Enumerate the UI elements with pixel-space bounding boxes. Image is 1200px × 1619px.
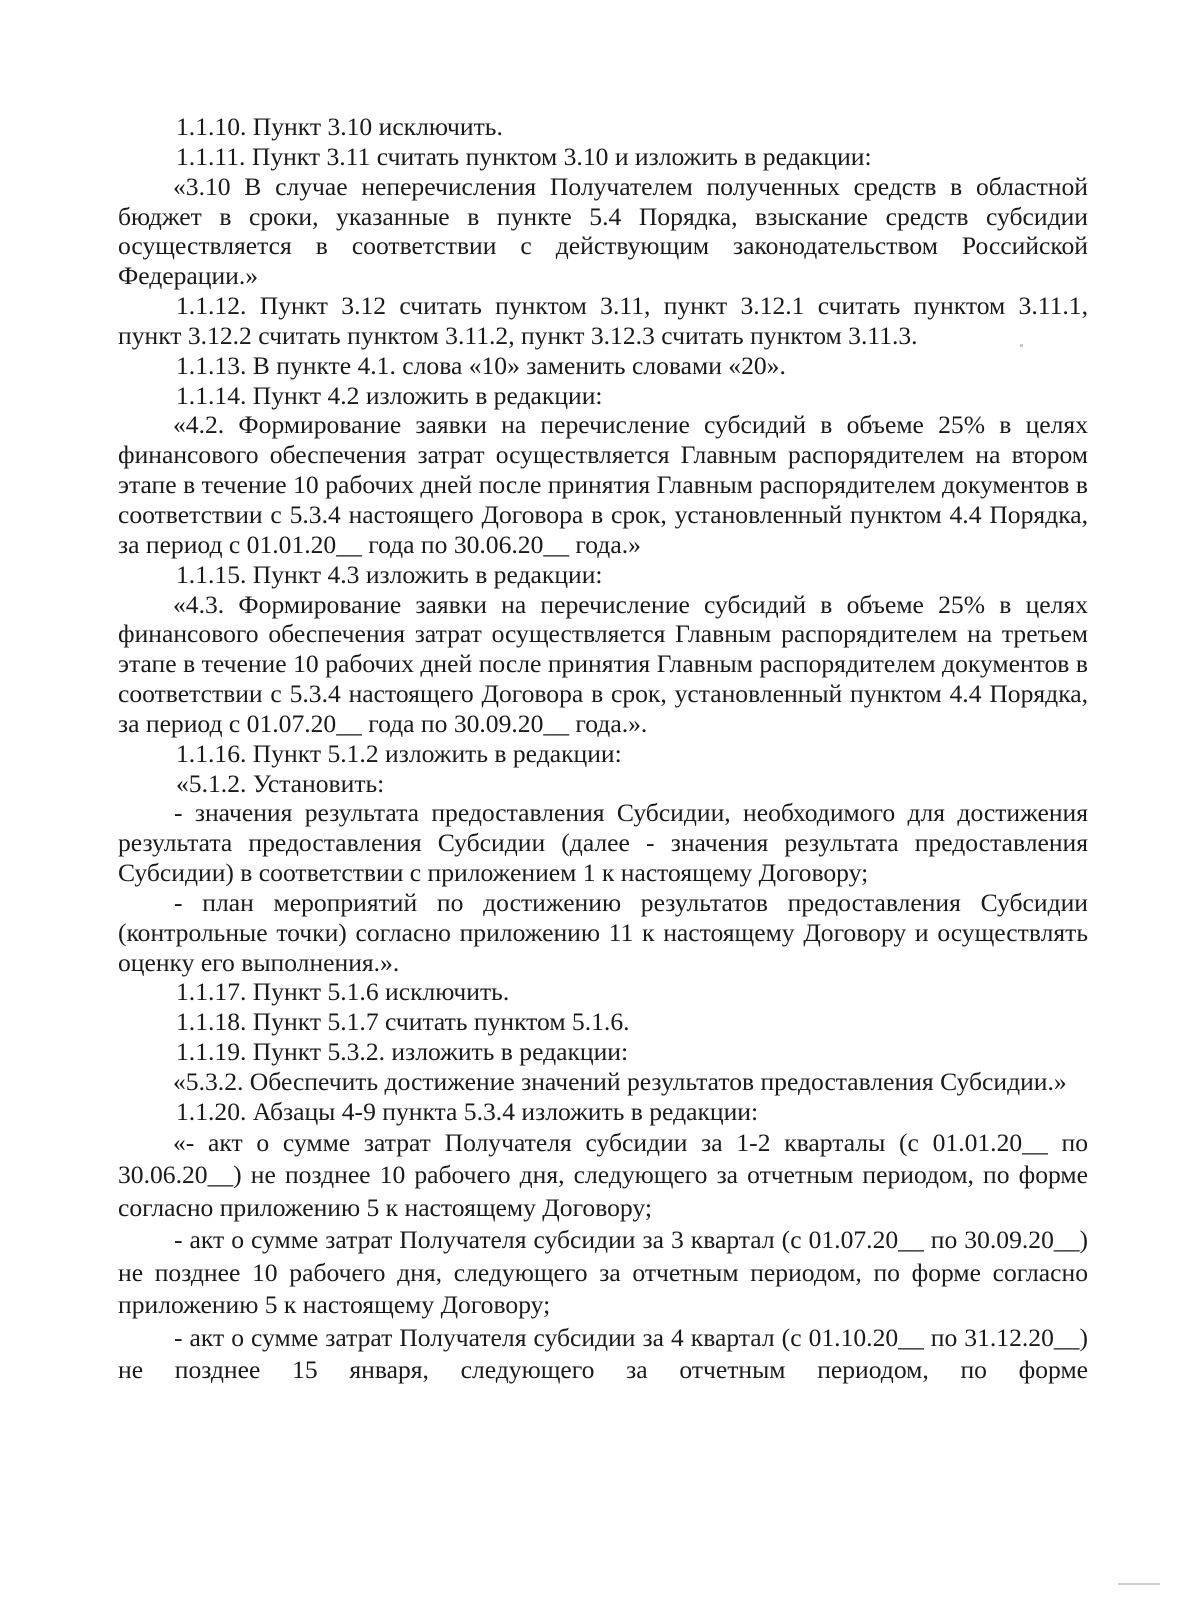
quote-clause-3-10: «3.10 В случае неперечисления Получателем полученных средств в областной бюджет в сроки, указанные в пункте 5.4 Порядка, взыскание средств субсидии осуществляется в соответствии с действующим законодательством Российской Федерации.»: [118, 171, 1088, 291]
dash-item-result-values: - значения результата предоставления Субсидии, необходимого для достижения результата предоставления Субсидии (далее - значения результата предоставления Субсидии) в соответствии с приложением 1 к настоящему Договору;: [118, 798, 1088, 888]
dash-item-act-quarter-4: - акт о сумме затрат Получателя субсидии за 4 квартал (с 01.10.20__ по 31.12.20__) не позднее 15 января, следующего за отчетным периодом, по форме: [118, 1322, 1088, 1385]
clause-1-1-19: 1.1.19. Пункт 5.3.2. изложить в редакции:: [176, 1037, 629, 1067]
document-page: [118, 112, 1088, 1387]
dash-item-control-points: - план мероприятий по достижению результатов предоставления Субсидии (контрольные точки) согласно приложению 11 к настоящему Договору и осуществлять оценку его выполнения.».: [118, 887, 1088, 977]
clause-1-1-11: 1.1.11. Пункт 3.11 считать пунктом 3.10 и изложить в редакции:: [176, 141, 872, 171]
scan-speck: [1020, 344, 1023, 347]
clause-1-1-10: 1.1.10. Пункт 3.10 исключить.: [176, 112, 503, 141]
dash-item-act-quarters-1-2: «- акт о сумме затрат Получателя субсидии за 1-2 кварталы (с 01.01.20__ по 30.06.20__) не позднее 10 рабочего дня, следующего за отчетным периодом, по форме согласно приложению 5 к настоящему Договору;: [118, 1127, 1088, 1222]
quote-clause-5-3-2: «5.3.2. Обеспечить достижение значений результатов предоставления Субсидии.»: [173, 1067, 1067, 1096]
quote-clause-4-2: «4.2. Формирование заявки на перечисление субсидий в объеме 25% в целях финансового обеспечения затрат осуществляется Главным распорядителем на втором этапе в течение 10 рабочих дней после принятия Главным распорядителем документов в соответствии с 5.3.4 настоящего Договора в срок, установленный пунктом 4.4 Порядка, за период с 01.01.20__ года по 30.06.20__ года.»: [118, 410, 1088, 559]
quote-clause-5-1-2-heading: «5.1.2. Установить:: [176, 768, 385, 798]
clause-1-1-13: 1.1.13. В пункте 4.1. слова «10» заменить словами «20».: [176, 350, 786, 380]
scan-edge-mark: [1118, 1583, 1160, 1585]
quote-clause-4-3: «4.3. Формирование заявки на перечисление субсидий в объеме 25% в целях финансового обеспечения затрат осуществляется Главным распорядителем на третьем этапе в течение 10 рабочих дней после принятия Главным распорядителем документов в соответствии с 5.3.4 настоящего Договора в срок, установленный пунктом 4.4 Порядка, за период с 01.07.20__ года по 30.09.20__ года.».: [118, 589, 1088, 738]
clause-1-1-15: 1.1.15. Пункт 4.3 изложить в редакции:: [176, 559, 603, 589]
clause-1-1-18: 1.1.18. Пункт 5.1.7 считать пунктом 5.1.6.: [176, 1007, 630, 1037]
clause-1-1-14: 1.1.14. Пункт 4.2 изложить в редакции:: [176, 380, 603, 410]
clause-1-1-16: 1.1.16. Пункт 5.1.2 изложить в редакции:: [176, 738, 622, 768]
clause-1-1-12: 1.1.12. Пункт 3.12 считать пунктом 3.11, пункт 3.12.1 считать пунктом 3.11.1, пункт 3.12.2 считать пунктом 3.11.2, пункт 3.12.3 считать пунктом 3.11.3.: [118, 291, 1088, 350]
dash-item-act-quarter-3: - акт о сумме затрат Получателя субсидии за 3 квартал (с 01.07.20__ по 30.09.20__) не позднее 10 рабочего дня, следующего за отчетным периодом, по форме согласно приложению 5 к настоящему Договору;: [118, 1225, 1088, 1320]
clause-1-1-17: 1.1.17. Пункт 5.1.6 исключить.: [176, 977, 510, 1007]
clause-1-1-20: 1.1.20. Абзацы 4-9 пункта 5.3.4 изложить в редакции:: [176, 1096, 759, 1126]
